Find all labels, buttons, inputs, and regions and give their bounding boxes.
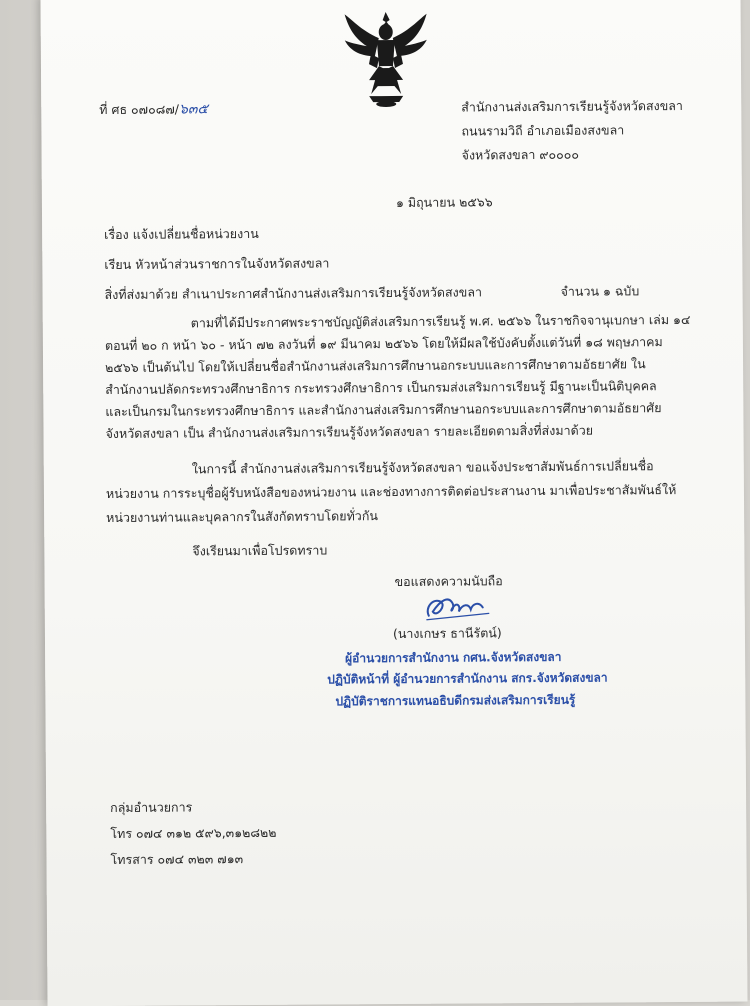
enclosure-line: สิ่งที่ส่งมาด้วย สำเนาประกาศสำนักงานส่งเสริมการเรียนรู้จังหวัดสงขลา: [104, 284, 483, 303]
paragraph1-line: ตอนที่ ๒๐ ก หน้า ๖๐ - หน้า ๗๒ ลงวันที่ ๑๙ มีนาคม ๒๕๖๖ โดยให้มีผลใช้บังคับตั้งแต่วันที่ ๑๘ พฤษภาคม: [104, 334, 663, 354]
recipient-line: เรียน หัวหน้าส่วนราชการในจังหวัดสงขลา: [104, 255, 330, 273]
signatory-title: ปฏิบัติหน้าที่ ผู้อำนวยการสำนักงาน สกร.จังหวัดสงขลา: [327, 670, 608, 687]
paragraph1-line: ๒๕๖๖ เป็นต้นไป โดยให้เปลี่ยนชื่อสำนักงานส่งเสริมการศึกษานอกระบบและการศึกษาตามอัธยาศัย ใน: [105, 356, 646, 376]
paragraph1-line: ตามที่ได้มีประกาศพระราชบัญญัติส่งเสริมการเรียนรู้ พ.ศ. ๒๕๖๖ ในราชกิจจานุเบกษา เล่ม ๑๔: [190, 311, 691, 331]
office-street: ถนนรามวิถี อำเภอเมืองสงขลา: [461, 122, 625, 139]
office-name: สำนักงานส่งเสริมการเรียนรู้จังหวัดสงขลา: [461, 97, 683, 115]
reference-number-printed: ที่ ศธ ๐๗๐๘๗/: [99, 101, 179, 118]
office-province: จังหวัดสงขลา ๙๐๐๐๐: [461, 146, 580, 163]
regards-line: ขอแสดงความนับถือ: [394, 573, 503, 589]
letter-date: ๑ มิถุนายน ๒๕๖๖: [395, 194, 493, 210]
paragraph2-line: หน่วยงานท่านและบุคลากรในสังกัดทราบโดยทั่วกัน: [106, 508, 378, 526]
paragraph1-line: จังหวัดสงขลา เป็น สำนักงานส่งเสริมการเรียนรู้จังหวัดสงขลา รายละเอียดตามสิ่งที่ส่งมาด้วย: [105, 422, 594, 442]
fax-number: โทรสาร ๐๗๔ ๓๒๓ ๗๑๓: [110, 851, 244, 867]
paragraph2-line: หน่วยงาน การระบุชื่อผู้รับหนังสือของหน่วยงาน และช่องทางการติดต่อประสานงาน มาเพื่อประชาสัมพันธ์ให้: [105, 482, 677, 502]
letter-page: [40, 0, 747, 1006]
paragraph1-line: และเป็นกรมในกระทรวงศึกษาธิการ และสำนักงานส่งเสริมการศึกษานอกระบบและการศึกษาตามอัธยาศัย: [105, 400, 662, 420]
paragraph2-line: ในการนี้ สำนักงานส่งเสริมการเรียนรู้จังหวัดสงขลา ขอแจ้งประชาสัมพันธ์การเปลี่ยนชื่อ: [191, 458, 654, 477]
paragraph1-line: สำนักงานปลัดกระทรวงศึกษาธิการ กระทรวงศึกษาธิการ เป็นกรมส่งเสริมการเรียนรู้ มีฐานะเป็นนิติบุคคล: [105, 378, 657, 398]
reference-number-handwritten: ๖๓๕: [178, 101, 209, 118]
signatory-name: (นางเกษร ธานีรัตน์): [392, 625, 502, 642]
handwritten-signature: [419, 589, 499, 624]
enclosure-count: จำนวน ๑ ฉบับ: [560, 283, 640, 299]
garuda-emblem-icon: [341, 8, 432, 109]
department-name: กลุ่มอำนวยการ: [110, 799, 193, 815]
signatory-title: ปฏิบัติราชการแทนอธิบดีกรมส่งเสริมการเรียนรู้: [335, 692, 576, 709]
subject-line: เรื่อง แจ้งเปลี่ยนชื่อหน่วยงาน: [104, 225, 259, 243]
reference-number: [99, 101, 208, 118]
phone-number: โทร ๐๗๔ ๓๑๒ ๕๙๖,๓๑๒๘๒๒: [110, 824, 277, 841]
closing-line: จึงเรียนมาเพื่อโปรดทราบ: [192, 542, 328, 559]
signatory-title: ผู้อำนวยการสำนักงาน กศน.จังหวัดสงขลา: [345, 649, 562, 666]
